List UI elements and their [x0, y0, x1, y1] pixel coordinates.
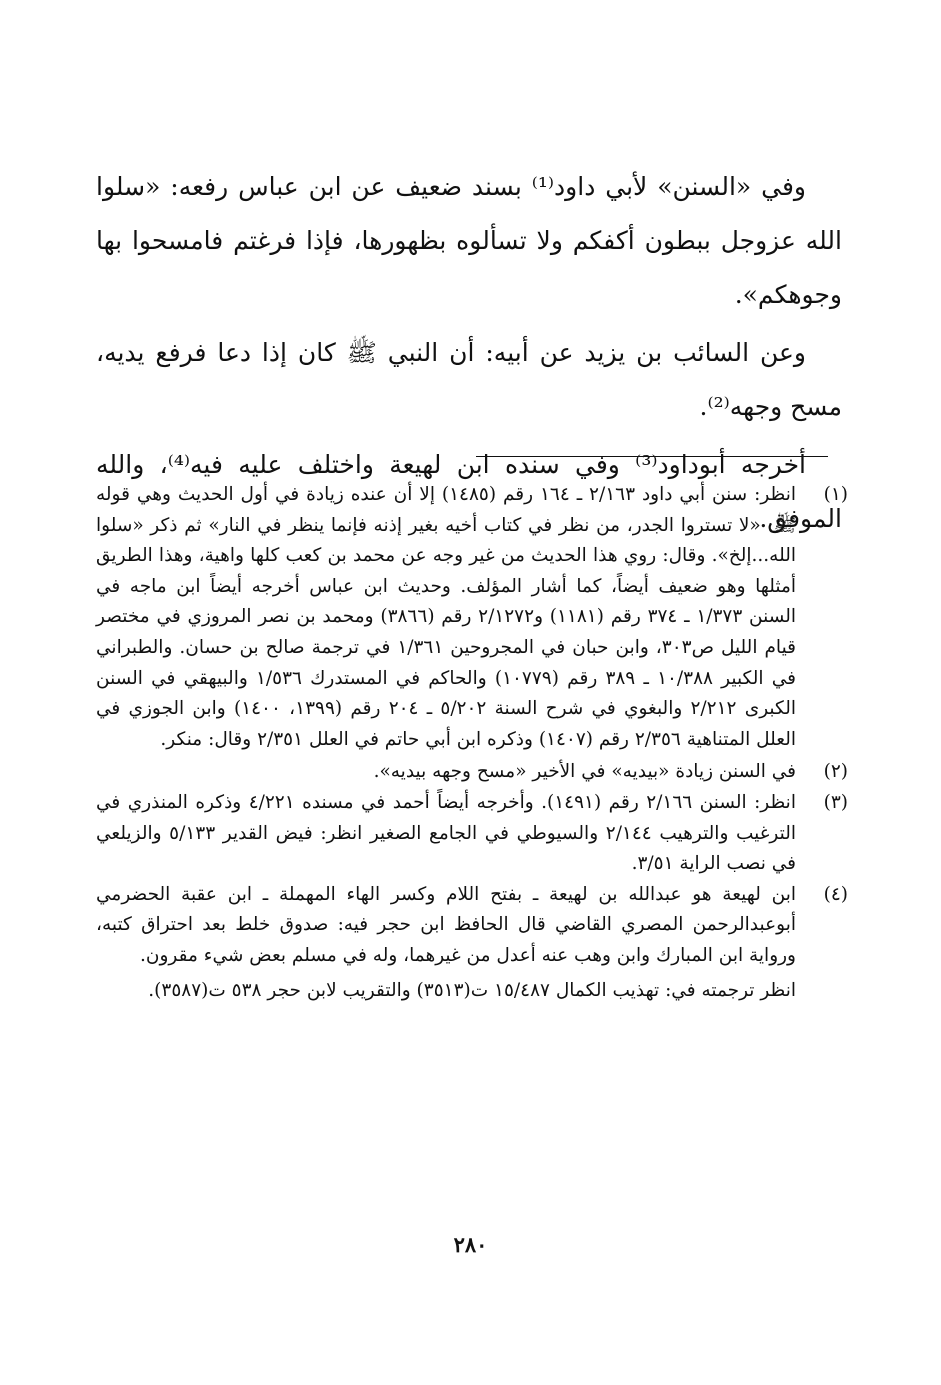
footnote-text: انظر: سنن أبي داود ٢/١٦٣ ـ ١٦٤ رقم (١٤٨٥) إلا أن عنده زيادة في أول الحديث وهي قوله ﷺ: «لا تستروا الجدر، من نظر في كتاب أخيه بغير إذنه فإنما ينظر في النار» ثم ذكر «سلوا الله...إلخ». وقال: روي هذا الحديث من غير وجه عن محمد بن كعب كلها واهية، وهذا الطريق أمثلها وهو ضعيف أيضاً، كما أشار المؤلف. وحديث ابن عباس أخرجه أيضاً ابن ماجه في السنن ١/٣٧٣ ـ ٣٧٤ رقم (١١٨١) و٢/١٢٧٢ رقم (٣٨٦٦) ومحمد بن نصر المروزي في مختصر قيام الليل ص٣٠٣، وابن حبان في المجروحين ١/٣٦١ في ترجمة صالح بن حسان. والطبراني في الكبير ١٠/٣٨٨ ـ ٣٨٩ رقم (١٠٧٧٩) والحاكم في المستدرك ١/٥٣٦ والبيهقي في السنن الكبرى ٢/٢١٢ والبغوي في شرح السنة ٥/٢٠٢ ـ ٢٠٤ رقم (١٣٩٩، ١٤٠٠) وابن الجوزي في العلل المتناهية ٢/٣٥٦ رقم (١٤٠٧) وذكره ابن أبي حاتم في العلل ٢/٣٥١ وقال: منكر.: [96, 484, 797, 750]
main-paragraph-2: وعن السائب بن يزيد عن أبيه: أن النبي ﷺ كان إذا دعا فرفع يديه، مسح وجهه⁽²⁾.: [96, 338, 842, 421]
footnote-separator: [476, 456, 828, 457]
footnote-number: (١): [823, 484, 848, 505]
footnote-text: في السنن زيادة «بيديه» في الأخير «مسح وجهه بيديه».: [373, 761, 796, 783]
footnote-number: (٤): [823, 883, 848, 905]
footnote-number: (٣): [823, 791, 848, 813]
footnote-4-references: انظر ترجمته في: تهذيب الكمال ١٥/٤٨٧ ت(٣٥١٣) والتقريب لابن حجر ٥٣٨ ت(٣٥٨٧).: [148, 979, 796, 1001]
footnote-number: (٢): [823, 761, 848, 783]
footnote-text: ابن لهيعة هو عبدالله بن لهيعة ـ بفتح اللام وكسر الهاء المهملة ـ ابن عقبة الحضرمي أبوعبدالرحمن المصري القاضي قال الحافظ ابن حجر فيه: صدوق خلط بعد احتراق كتبه، ورواية ابن المبارك وابن وهب عنه أعدل من غيرهما، وله في مسلم بعض شيء مقرون.: [96, 883, 796, 966]
main-paragraph-1: وفي «السنن» لأبي داود⁽¹⁾ بسند ضعيف عن ابن عباس رفعه: «سلوا الله عزوجل ببطون أكفكم ولا تسألوه بظهورها، فإذا فرغتم فامسحوا بها وجوهكم».: [96, 172, 842, 309]
footnotes: [96, 480, 848, 1006]
footnote-3: [96, 788, 848, 880]
footnote-2: [96, 757, 848, 788]
main-paragraph-3: أخرجه أبوداود⁽³⁾ وفي سنده ابن لهيعة واختلف عليه فيه⁽⁴⁾، والله الموفق.: [96, 450, 842, 533]
footnote-1: [96, 480, 848, 755]
page-number: ٢٨٠: [453, 1232, 488, 1257]
footnote-4: [96, 880, 848, 972]
footnote-text: انظر: السنن ٢/١٦٦ رقم (١٤٩١). وأخرجه أيضاً أحمد في مسنده ٤/٢٢١ وذكره المنذري في الترغيب والترهيب ٢/١٤٤ والسيوطي في الجامع الصغير انظر: فيض القدير ٥/١٣٣ والزيلعي في نصب الراية ٣/٥١.: [96, 791, 796, 875]
